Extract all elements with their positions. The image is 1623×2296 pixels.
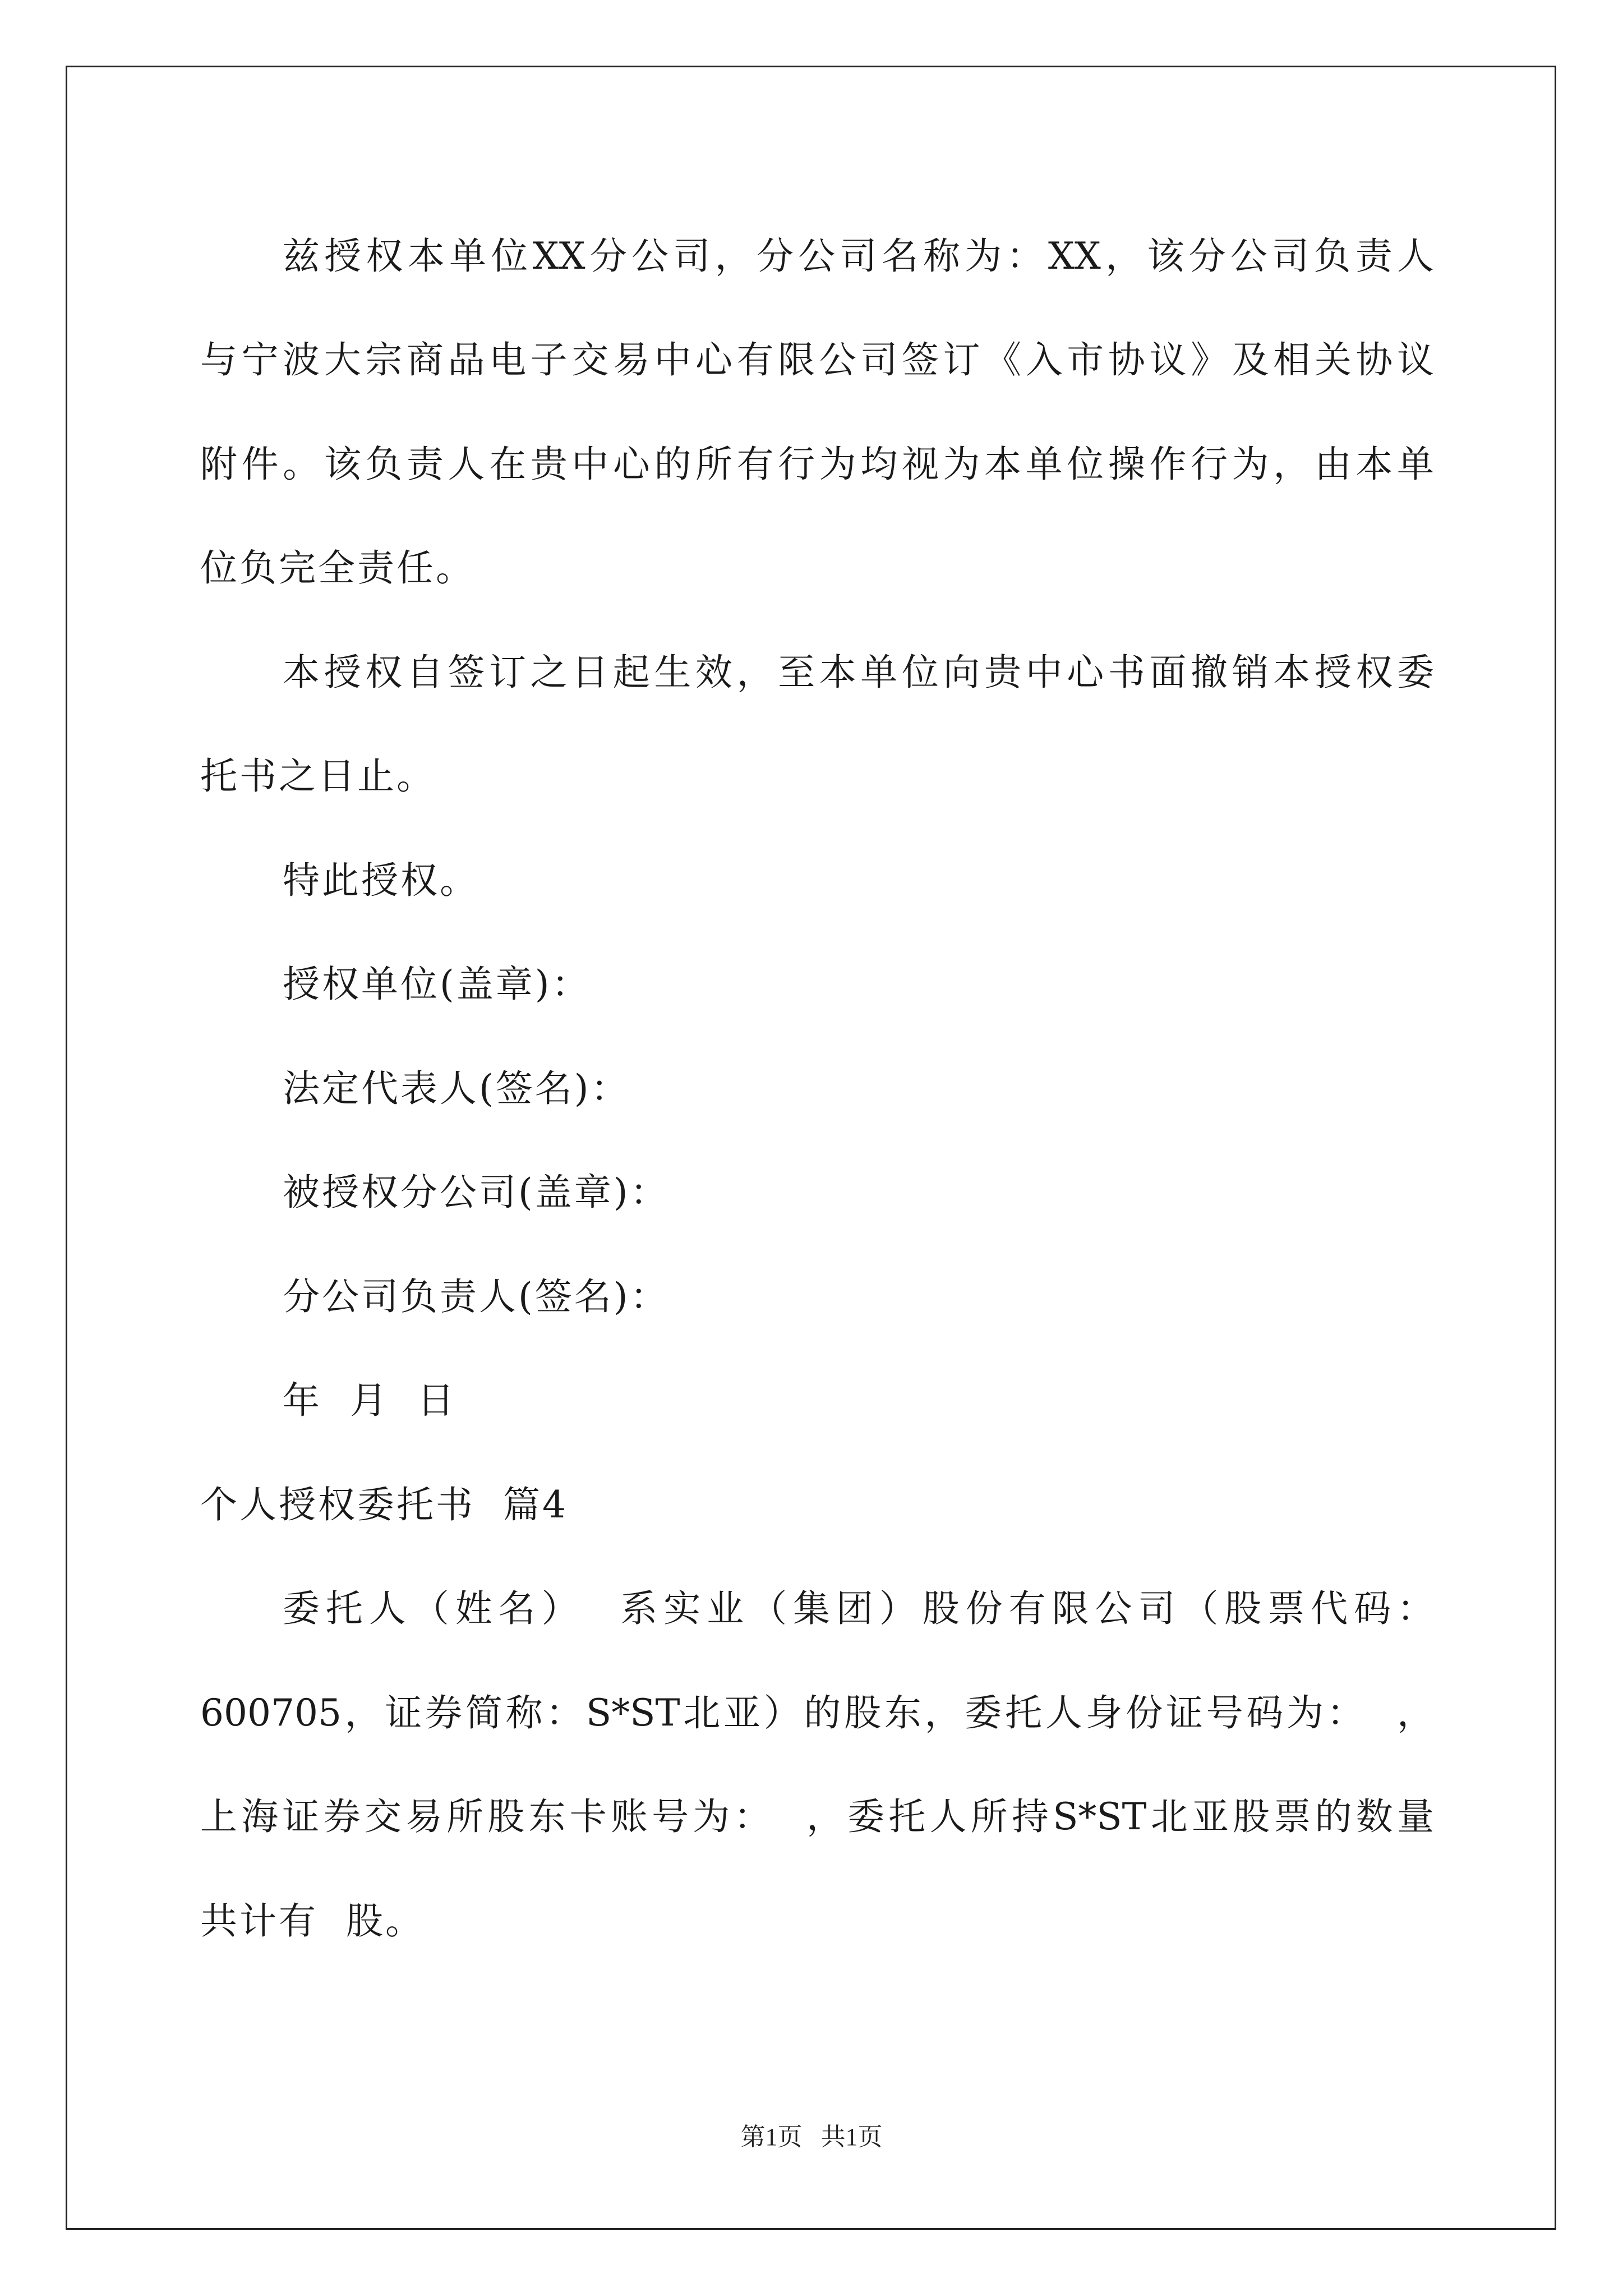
- page-footer: 第1页 共1页: [740, 2123, 883, 2151]
- paragraph3-line4: 共计有 股。: [200, 1899, 425, 1943]
- paragraph2-line1: 本授权自签订之日起生效，至本单位向贵中心书面撤销本授权委: [283, 651, 1434, 694]
- date-line: 年 月 日: [283, 1379, 457, 1422]
- paragraph3-line3: 上海证券交易所股东卡账号为： ，委托人所持S*ST北亚股票的数量: [200, 1795, 1434, 1838]
- branch-seal-field: 被授权分公司(盖章)：: [283, 1171, 670, 1214]
- paragraph3-line2: 600705，证券简称：S*ST北亚）的股东，委托人身份证号码为： ，: [200, 1691, 1434, 1734]
- branch-head-sign-field: 分公司负责人(签名)：: [283, 1275, 670, 1318]
- paragraph3-line1: 委托人（姓名） 系实业（集团）股份有限公司（股票代码：: [283, 1587, 1434, 1630]
- grantor-seal-field: 授权单位(盖章)：: [283, 963, 591, 1006]
- paragraph1-line3: 附件。该负责人在贵中心的所有行为均视为本单位操作行为，由本单: [200, 443, 1434, 486]
- closing-text: 特此授权。: [283, 859, 479, 902]
- section-title: 个人授权委托书 篇4: [200, 1483, 568, 1526]
- paragraph1-line2: 与宁波大宗商品电子交易中心有限公司签订《入市协议》及相关协议: [200, 338, 1434, 381]
- paragraph1-line1: 兹授权本单位XX分公司，分公司名称为：XX，该分公司负责人: [283, 234, 1434, 278]
- legal-rep-sign-field: 法定代表人(签名)：: [283, 1067, 630, 1110]
- paragraph1-line4: 位负完全责任。: [200, 546, 475, 590]
- paragraph2-line2: 托书之日止。: [200, 754, 436, 798]
